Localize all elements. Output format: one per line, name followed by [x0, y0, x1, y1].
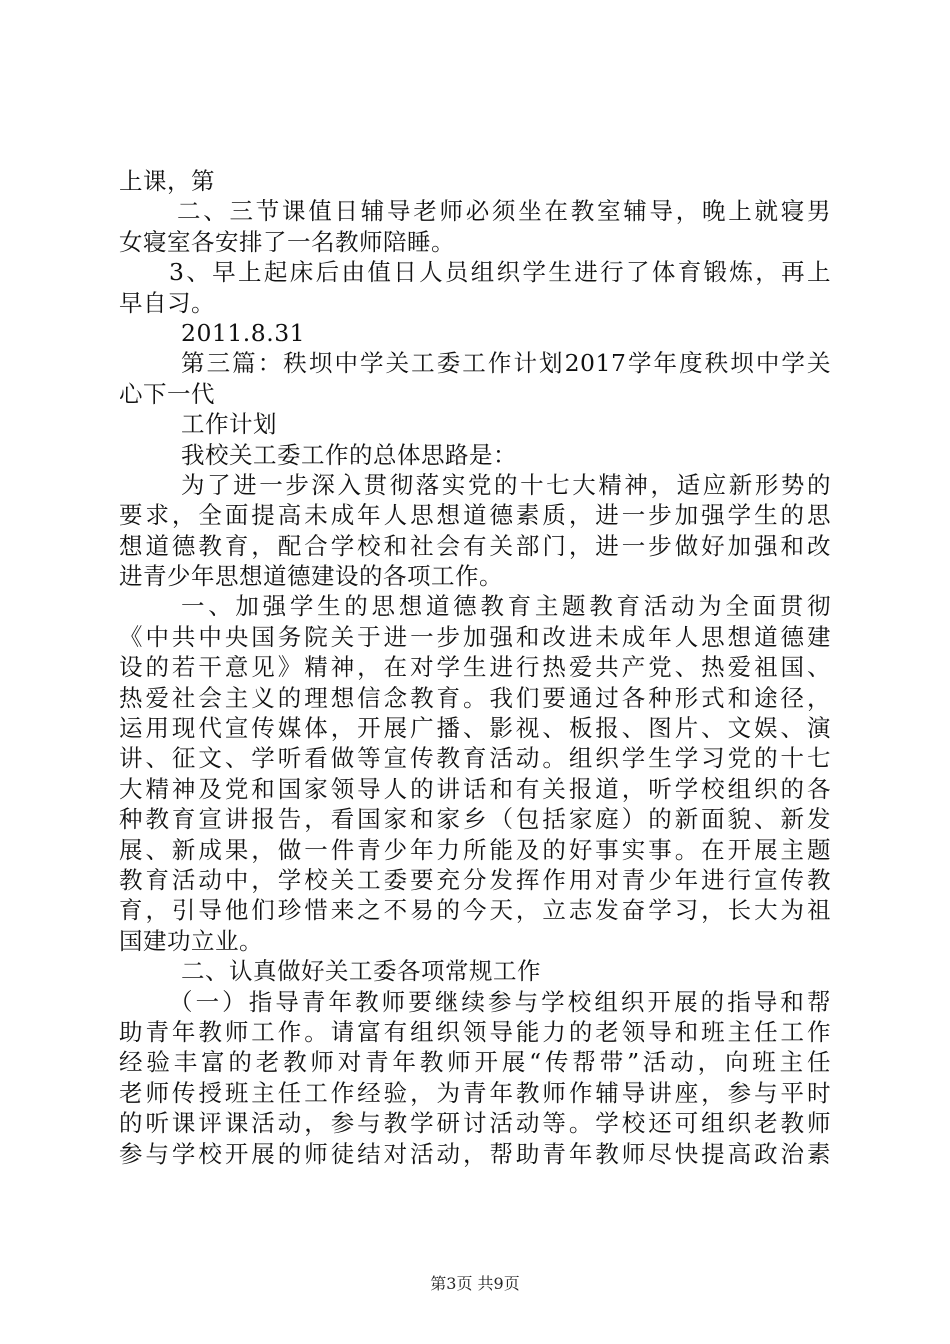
text-line: 大精神及党和国家领导人的讲话和有关报道，听学校组织的各: [119, 774, 831, 803]
page-number-footer: 第3页 共9页: [430, 1274, 520, 1293]
text-line: 育，引导他们珍惜来之不易的今天，立志发奋学习，长大为祖: [119, 896, 831, 925]
text-line: 女寝室各安排了一名教师陪睡。: [119, 227, 455, 256]
text-line: 展、新成果，做一件青少年力所能及的好事实事。在开展主题: [119, 835, 831, 864]
text-line: 老师传授班主任工作经验，为青年教师作辅导讲座，参与平时: [119, 1078, 831, 1107]
text-line: 我校关工委工作的总体思路是：: [181, 440, 517, 469]
section-heading-continued: 心下一代: [119, 379, 215, 408]
text-line: 《中共中央国务院关于进一步加强和改进未成年人思想道德建: [119, 622, 831, 651]
text-line: 参与学校开展的师徒结对活动，帮助青年教师尽快提高政治素: [119, 1139, 831, 1168]
text-line: 经验丰富的老教师对青年教师开展“传帮带”活动，向班主任: [119, 1048, 831, 1077]
text-line: 上课，第: [119, 167, 215, 195]
text-line: 讲、征文、学听看做等宣传教育活动。组织学生学习党的十七: [119, 744, 831, 773]
text-line: 要求，全面提高未成年人思想道德素质，进一步加强学生的思: [119, 501, 831, 530]
text-line: 一、加强学生的思想道德教育主题教育活动为全面贯彻: [181, 592, 831, 621]
text-line: 运用现代宣传媒体，开展广播、影视、板报、图片、文娱、演: [119, 714, 831, 743]
section-subtitle: 工作计划: [181, 410, 277, 439]
text-line: 设的若干意见》精神，在对学生进行热爱共产党、热爱祖国、: [119, 653, 831, 682]
section-heading: 二、认真做好关工委各项常规工作: [181, 957, 541, 986]
text-line: 3、早上起床后由值日人员组织学生进行了体育锻炼，再上: [169, 258, 831, 287]
text-line: 为了进一步深入贯彻落实党的十七大精神，适应新形势的: [181, 470, 831, 499]
text-line: 二、三节课值日辅导老师必须坐在教室辅导，晚上就寝男: [177, 197, 831, 226]
text-line: 的听课评课活动，参与教学研讨活动等。学校还可组织老教师: [119, 1109, 831, 1138]
text-line: 热爱社会主义的理想信念教育。我们要通过各种形式和途径，: [119, 683, 831, 712]
text-line: 种教育宣讲报告，看国家和家乡（包括家庭）的新面貌、新发: [119, 805, 831, 834]
text-line: 想道德教育，配合学校和社会有关部门，进一步做好加强和改: [119, 531, 831, 560]
text-line: 进青少年思想道德建设的各项工作。: [119, 562, 503, 591]
document-body: [119, 166, 831, 1169]
text-line: 国建功立业。: [119, 926, 263, 955]
text-line: 教育活动中，学校关工委要充分发挥作用对青少年进行宣传教: [119, 865, 831, 894]
text-line: 助青年教师工作。请富有组织领导能力的老领导和班主任工作: [119, 1017, 831, 1046]
text-line: 早自习。: [119, 288, 215, 317]
section-heading: 第三篇：秩坝中学关工委工作计划2017学年度秩坝中学关: [181, 349, 831, 378]
date-line: 2011.8.31: [181, 318, 306, 347]
text-line: （一）指导青年教师要继续参与学校组织开展的指导和帮: [169, 987, 831, 1016]
